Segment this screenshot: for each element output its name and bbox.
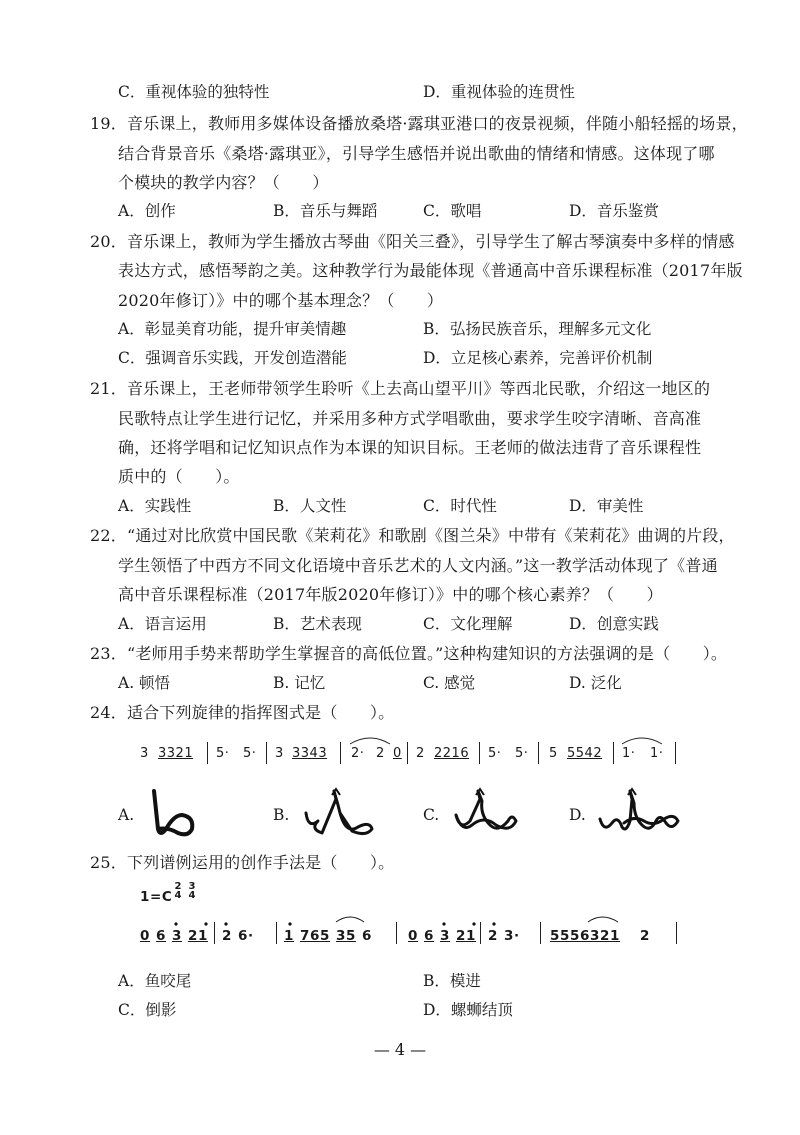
barline [613,742,614,764]
q22-stem-line-2: 学生领悟了中西方不同文化语境中音乐艺术的人文内涵。”这一教学活动体现了《普通 [118,556,718,575]
score-note: 5· [216,746,230,761]
score-note: 5· [243,746,257,761]
q20-option-d: D．立足核心素养，完善评价机制 [423,349,653,367]
score-note: 2· [351,746,365,761]
q20-option-a: A．彰显美育功能，提升审美情趣 [118,320,347,338]
conducting-pattern-d-icon [594,785,684,841]
q22-stem-line-3: 高中音乐课程标准（2017年版2020年修订）》中的哪个核心素养？（ ） [118,585,663,604]
q20-stem-line-2: 表达方式，感悟琴韵之美。这种教学行为最能体现《普通高中音乐课程标准（2017年版 [118,261,743,280]
q24-stem-line-1: 24．适合下列旋律的指挥图式是（ ）。 [90,703,395,722]
score-note: 6 [156,928,166,944]
score-ornaments [140,912,680,928]
q19-stem-line-3: 个模块的教学内容？（ ） [118,173,329,192]
q20-stem-line-1: 20．音乐课上，教师为学生播放古琴曲《阳关三叠》，引导学生了解古琴演奏中多样的情感 [90,232,735,251]
q23-option-d: D. 泛化 [569,674,622,692]
score-note: 1· [650,746,664,761]
barline [207,742,208,764]
q21-stem-line-1: 21．音乐课上，王老师带领学生聆听《上去高山望平川》等西北民歌，介绍这一地区的 [90,379,711,398]
q22-option-d: D．创意实践 [569,615,659,633]
q25-option-a: A．鱼咬尾 [118,972,192,990]
score-note: 2 [488,928,498,944]
score-note: 0 [393,746,402,761]
q20-option-c: C．强调音乐实践，开发创造潜能 [118,349,347,367]
score-note: 5· [488,746,502,761]
q25-option-d: D．螺蛳结顶 [423,1001,513,1019]
conducting-pattern-a-icon [140,785,200,841]
time-signature-1: 2 4 [174,881,182,901]
page-number: — 4 — [373,1040,427,1059]
q24-option-d-label: D. [569,806,586,824]
q21-stem-line-3: 确，还将学唱和记忆知识点作为本课的知识目标。王老师的做法违背了音乐课程性 [118,438,702,457]
time-signature-2: 3 4 [188,881,196,901]
score-note: 3321 [158,746,194,761]
q19-option-d: D．音乐鉴赏 [569,202,659,220]
score-note: 21 [188,928,208,944]
q25-option-c: C．倒影 [118,1001,177,1019]
q19-stem-line-1: 19．音乐课上，教师用多媒体设备播放桑塔·露琪亚港口的夜景视频，伴随小船轻摇的场景， [90,114,748,133]
q18-option-d: D．重视体验的连贯性 [423,83,575,101]
score-note: 6 [424,928,434,944]
q22-option-c: C．文化理解 [423,615,513,633]
score-note: 2 [376,746,385,761]
score-note: 2 [640,928,650,944]
score-note: 3 [172,928,182,944]
conducting-pattern-b-icon [300,785,380,841]
q21-stem-line-2: 民歌特点让学生进行记忆，并采用多种方式学唱歌曲，要求学生咬字清晰、音高准 [118,409,702,428]
q22-option-a: A．语言运用 [118,615,207,633]
score-note: 6 [362,928,372,944]
score-note: 2 [222,928,232,944]
score-note: 5542 [567,746,603,761]
q21-option-b: B．人文性 [273,497,347,515]
score-note: 765 [300,928,330,944]
q22-stem-line-1: 22．“通过对比欣赏中国民歌《茉莉花》和歌剧《图兰朵》中带有《茉莉花》曲调的片段， [90,526,735,545]
score-note: 5556 [550,928,590,944]
q24-option-a-label: A. [118,806,135,824]
barline [538,742,539,764]
barline [479,742,480,764]
q20-stem-line-3: 2020年修订）》中的哪个基本理念？（ ） [118,291,444,310]
score-note: 35 [336,928,356,944]
q25-option-b: B．模进 [423,972,481,990]
q21-stem-line-4: 质中的（ ）。 [118,467,240,486]
q24-option-b-label: B. [273,806,290,824]
q18-option-c: C．重视体验的独特性 [118,83,270,101]
score-note: 5· [515,746,529,761]
score-note: 321 [590,928,620,944]
score-note: 3 [140,746,149,761]
score-note: 3· [504,928,520,944]
q21-option-a: A．实践性 [118,497,192,515]
q21-option-c: C．时代性 [423,497,497,515]
conducting-pattern-c-icon [450,785,520,841]
q24-option-c-label: C. [423,806,440,824]
score-note: 3 [275,746,284,761]
barline [407,742,408,764]
q21-option-d: D．审美性 [569,497,644,515]
score-note: 1 [284,928,294,944]
score-note: 0 [140,928,150,944]
q23-option-a: A. 顿悟 [118,674,171,692]
score-note: 3343 [292,746,328,761]
q23-option-b: B. 记忆 [273,674,326,692]
score-note: 6· [238,928,254,944]
barline [266,742,267,764]
q25-stem-line-1: 25．下列谱例运用的创作手法是（ ）。 [90,853,395,872]
score-note: 5 [549,746,558,761]
q22-option-b: B．艺术表现 [273,615,362,633]
key-signature: 1=C [140,889,173,905]
q19-option-b: B．音乐与舞蹈 [273,202,378,220]
q23-stem-line-1: 23．“老师用手势来帮助学生掌握音的高低位置。”这种构建知识的方法强调的是（ ）。 [90,644,728,663]
tie-mark [348,734,392,746]
score-note: 0 [408,928,418,944]
score-note: 2216 [434,746,470,761]
score-note: 2 [416,746,425,761]
q19-option-a: A．创作 [118,202,176,220]
q19-stem-line-2: 结合背景音乐《桑塔·露琪亚》，引导学生感悟并说出歌曲的情绪和情感。这体现了哪 [118,144,715,163]
score-note: 1· [622,746,636,761]
score-note: 3 [440,928,450,944]
q19-option-c: C．歌唱 [423,202,482,220]
score-note: 21 [456,928,476,944]
q20-option-b: B．弘扬民族音乐，理解多元文化 [423,320,652,338]
q23-option-c: C. 感觉 [423,674,476,692]
tie-mark [620,734,664,746]
barline [340,742,341,764]
barline [675,742,676,764]
